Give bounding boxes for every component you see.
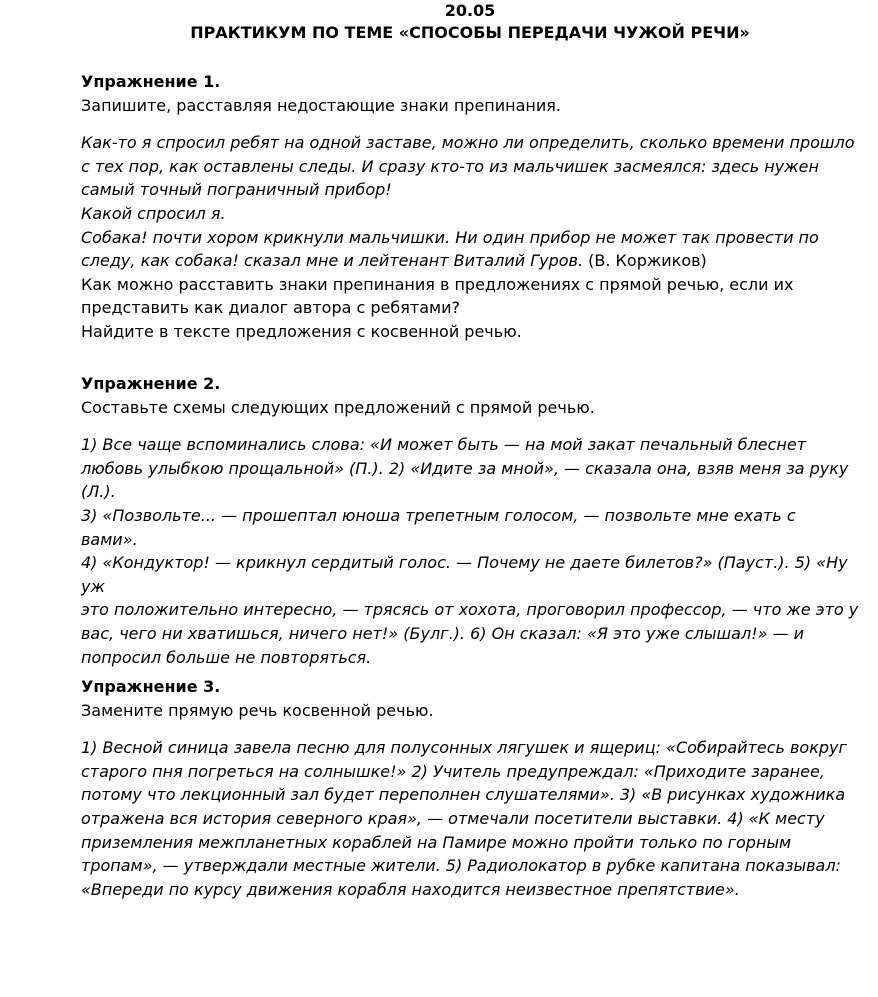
exercise-1-text-line: Как-то я спросил ребят на одной заставе, можно ли определить, сколько времени прошло: [81, 133, 855, 153]
exercise-1-text-line: [81, 249, 861, 273]
exercise-3-heading: Упражнение 3.: [81, 677, 221, 696]
exercise-1-question-line: Как можно расставить знаки препинания в предложениях с прямой речью, если их: [81, 274, 794, 294]
page-title: ПРАКТИКУМ ПО ТЕМЕ «СПОСОБЫ ПЕРЕДАЧИ ЧУЖОЙ РЕЧИ»: [190, 23, 750, 42]
exercise-1-question-2: Найдите в тексте предложения с косвенной речью.: [81, 321, 522, 341]
exercise-3-line: приземления межпланетных кораблей на Памире можно пройти только по горным: [81, 832, 792, 852]
exercise-2-line: 3) «Позвольте... — прошептал юноша трепетным голосом, — позвольте мне ехать с: [81, 505, 796, 525]
exercise-1-question-line: представить как диалог автора с ребятами?: [81, 298, 460, 318]
exercise-1-text-line: Собака! почти хором крикнули мальчишки. Ни один прибор не может так провести по: [81, 227, 819, 247]
exercise-2-line: (Л.).: [81, 482, 116, 502]
exercise-3-line: отражена вся история северного края», — отмечали посетители выставки. 4) «К месту: [81, 808, 825, 828]
exercise-3-line: «Впереди по курсу движения корабля находится неизвестное препятствие».: [81, 879, 740, 899]
exercise-2-line: 1) Все чаще вспоминались слова: «И может быть — на мой закат печальный блеснет: [81, 435, 807, 455]
exercise-2-task: Составьте схемы следующих предложений с прямой речью.: [81, 397, 595, 417]
exercise-3-line: потому что лекционный зал будет переполнен слушателями». 3) «В рисунках художника: [81, 785, 846, 805]
exercise-1: [81, 70, 861, 344]
exercise-3-line: старого пня погреться на солнышке!» 2) Учитель предупреждал: «Приходите заранее,: [81, 761, 825, 781]
exercise-2-heading: Упражнение 2.: [81, 374, 221, 393]
exercise-3-line: 1) Весной синица завела песню для полусонных лягушек и ящериц: «Собирайтесь вокруг: [81, 738, 847, 758]
exercise-1-author: (В. Коржиков): [583, 251, 707, 271]
exercise-2: [81, 372, 861, 669]
exercise-1-text-line: самый точный пограничный прибор!: [81, 180, 392, 200]
exercise-3-task: Замените прямую речь косвенной речью.: [81, 700, 434, 720]
exercise-1-heading: Упражнение 1.: [81, 72, 221, 91]
exercise-2-line: вас, чего ни хватишься, ничего нет!» (Булг.). 6) Он сказал: «Я это уже слышал!» — и: [81, 623, 805, 643]
exercise-1-text-line: с тех пор, как оставлены следы. И сразу кто-то из мальчишек засмеялся: здесь нужен: [81, 156, 819, 176]
exercise-2-line: это положительно интересно, — трясясь от хохота, проговорил профессор, — что же это у: [81, 600, 859, 620]
exercise-2-line: попросил больше не повторяться.: [81, 647, 372, 667]
exercise-1-text-italic: следу, как собака! сказал мне и лейтенант Виталий Гуров.: [81, 251, 584, 271]
exercise-1-text-line: Какой спросил я.: [81, 203, 226, 223]
exercise-2-line: вами».: [81, 529, 138, 549]
exercise-3: [81, 675, 861, 901]
exercise-3-line: тропам», — утверждали местные жители. 5) Радиолокатор в рубке капитана показывал:: [81, 856, 841, 876]
lesson-date: 20.05: [444, 1, 496, 20]
exercise-2-line: любовь улыбкою прощальной» (П.). 2) «Идите за мной», — сказала она, взяв меня за руку: [81, 458, 849, 478]
exercise-2-line: 4) «Кондуктор! — крикнул сердитый голос. — Почему не даете билетов?» (Пауст.). 5) «Ну уж: [81, 553, 848, 596]
exercise-1-task: Запишите, расставляя недостающие знаки препинания.: [81, 95, 561, 115]
